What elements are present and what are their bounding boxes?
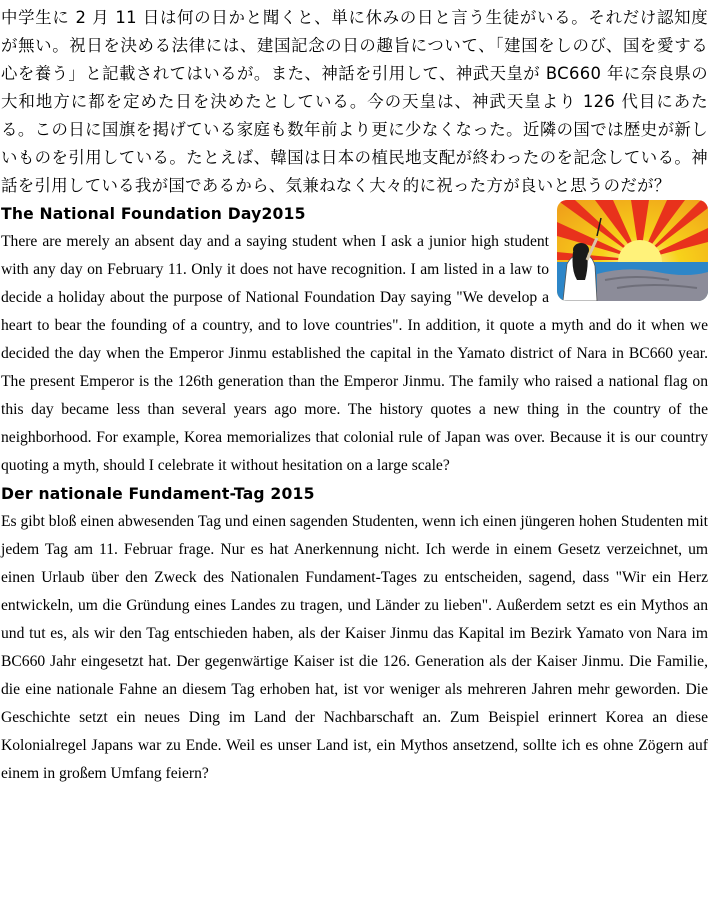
german-paragraph: Es gibt bloß einen abwesenden Tag und einen sagenden Studenten, wenn ich einen jüngeren hohen Studenten mit jedem Tag am 11. Februar frage. Nur es hat Anerkennung nicht. Ich werde in einem Gesetz verzeichnet, um einen Urlaub über den Zweck des Nationalen Fundament-Tages zu entscheiden, sagend, dass "Wir ein Herz entwickeln, um die Gründung eines Landes zu tragen, und Länder zu lieben". Außerdem setzt es ein Mythos an und tut es, als wir den Tag entschieden haben, als der Kaiser Jinmu das Kapital im Bezirk Yamato von Nara im BC660 Jahr eingesetzt hat. Der gegenwärtige Kaiser ist die 126. Generation als der Kaiser Jinmu. Die Familie, die eine nationale Fahne an diesem Tag erhoben hat, ist vor weniger als mehreren Jahren mehr geworden. Die Geschichte setzt ein neues Ding im Land der Nachbarschaft an. Zum Beispiel erinnert Korea an diese Kolonialregel Japans war zu Ende. Weil es unser Land ist, ein Mythos ansetzend, sollte ich es ohne Zögern auf einem in großem Umfang feiern? — [1, 513, 708, 782]
german-heading: Der nationale Fundament-Tag 2015 — [1, 485, 315, 503]
sunrise-figure-illustration — [557, 200, 708, 301]
english-paragraph: There are merely an absent day and a saying student when I ask a junior high student with any day on February 11. Only it does not have recognition. I am listed in a law to decide a holiday about the purpose of National Foundation Day saying "We develop a heart to bear the founding of a country, and to love countries". In addition, it quote a myth and do it when we decided the day when the Emperor Jinmu established the capital in the Yamato district of Nara in BC660 year. The present Emperor is the 126th generation than the Emperor Jinmu. The family who raised a national flag on this day became less than several years ago more. The history quotes a new thing in the country of the neighborhood. For example, Korea memorializes that colonial rule of Japan was over. Because it is our country quoting a myth, should I celebrate it without hesitation on a large scale? — [1, 233, 708, 474]
english-heading: The National Foundation Day2015 — [1, 205, 306, 223]
japanese-paragraph: 中学生に 2 月 11 日は何の日かと聞くと、単に休みの日と言う生徒がいる。それだけ認知度が無い。祝日を決める法律には、建国記念の日の趣旨について、「建国をしのび、国を愛する心を養う」と記載されてはいるが。また、神話を引用して、神武天皇が BC660 年に奈良県の大和地方に都を定めた日を決めたとしている。今の天皇は、神武天皇より 126 代目にあたる。この日に国旗を掲げている家庭も数年前より更に少なくなった。近隣の国では歴史が新しいものを引用している。たとえば、韓国は日本の植民地支配が終わったのを記念している。神話を引用している我が国であるから、気兼ねなく大々的に祝った方が良いと思うのだが？ — [1, 8, 708, 195]
document-page — [1, 0, 708, 788]
